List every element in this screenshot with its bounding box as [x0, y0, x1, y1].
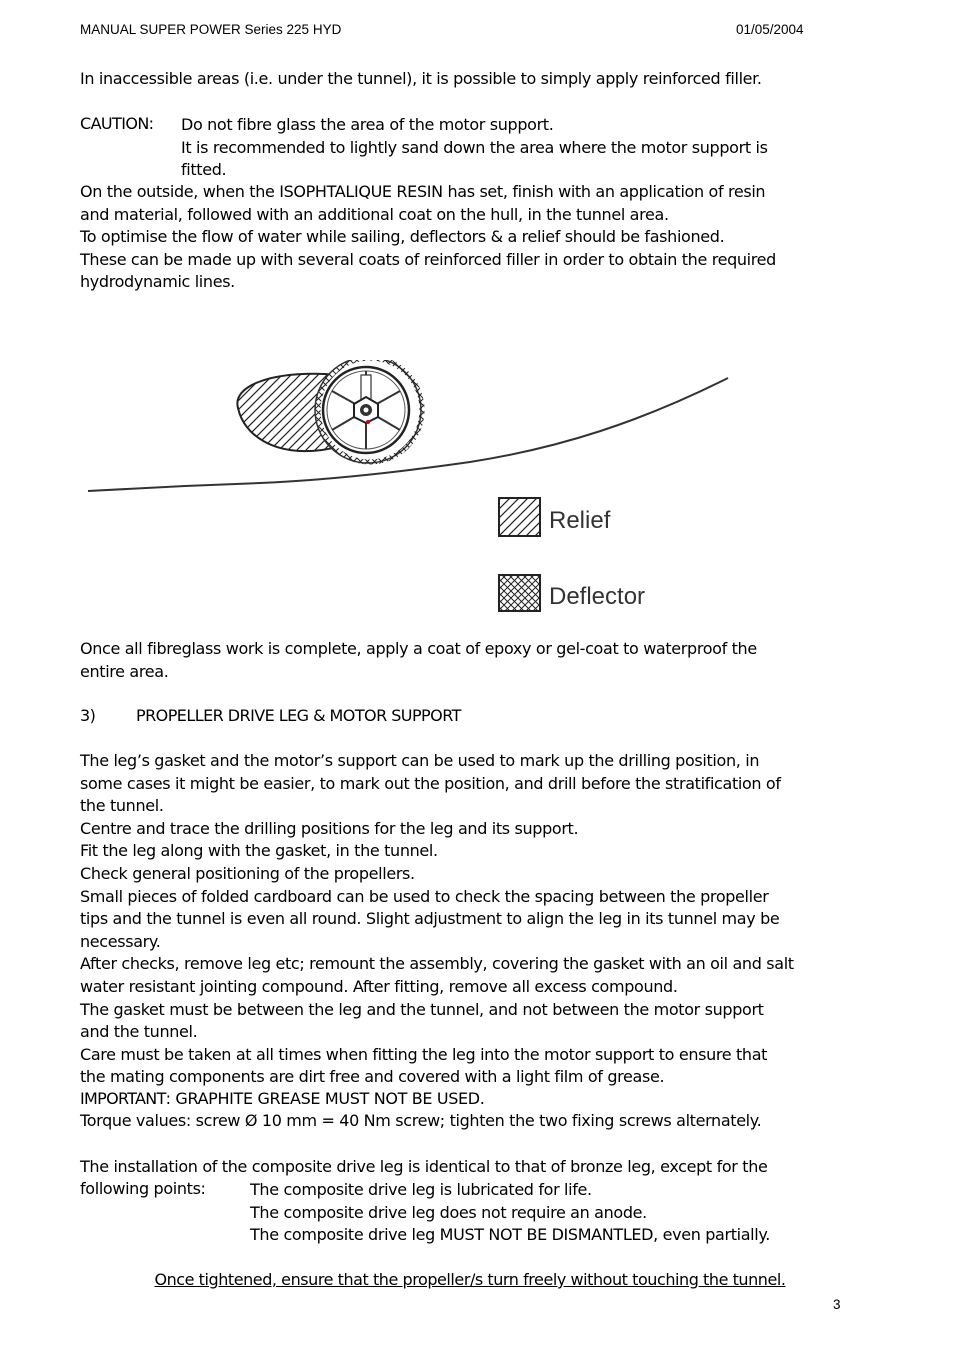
final-note: Once tightened, ensure that the propeller/s turn freely without touching the tunnel.: [154, 1270, 786, 1289]
paragraph-leg-installation: The leg’s gasket and the motor’s support can be used to mark up the drilling position, in some cases it might be easier, to mark out the position, and drill before the stratification of the tunnel. Centre and trace the drilling positions for the leg and its support. Fit the leg along with the gasket, in the tunnel. Check general positioning of the propellers. Small pieces of folded cardboard can be used to check the spacing between the propeller tips and the tunnel is even all round. Slight adjustment to align the leg in its tunnel may be necessary. After checks, remove leg etc; remount the assembly, covering the gasket with an oil and salt water resistant jointing compound. After fitting, remove all excess compound. The gasket must be between the leg and the tunnel, and not between the motor support and the tunnel. Care must be taken at all times when fitting the leg into the motor support to ensure that the mating components are dirt free and covered with a light film of grease.: [80, 751, 794, 1087]
tunnel-diagram: [0, 360, 954, 620]
relief-swatch: [499, 498, 540, 536]
caution-text: Do not fibre glass the area of the motor support. It is recommended to lightly sand down the area where the motor support is fitted.: [181, 115, 768, 180]
paragraph-intro: In inaccessible areas (i.e. under the tunnel), it is possible to simply apply reinforced filler.: [80, 69, 762, 88]
section-number: 3): [80, 706, 96, 725]
deflector-swatch: [499, 575, 540, 611]
paragraph-fibreglass: Once all fibreglass work is complete, apply a coat of epoxy or gel-coat to waterproof the entire area.: [80, 639, 757, 681]
important-label: IMPORTANT: [80, 1089, 166, 1108]
header-date: 01/05/2004: [736, 22, 804, 37]
composite-intro: The installation of the composite drive leg is identical to that of bronze leg, except for the: [80, 1157, 768, 1176]
propeller-icon: [323, 367, 409, 453]
legend-deflector-label: Deflector: [549, 583, 646, 610]
composite-label: following points:: [80, 1179, 206, 1198]
section-title: PROPELLER DRIVE LEG & MOTOR SUPPORT: [136, 706, 461, 725]
legend: [499, 498, 645, 611]
important-note: [80, 1088, 860, 1111]
torque-values: Torque values: screw Ø 10 mm = 40 Nm screw; tighten the two fixing screws alternately.: [80, 1111, 762, 1130]
caution-label: CAUTION:: [80, 114, 154, 133]
paragraph-outside: On the outside, when the ISOPHTALIQUE RESIN has set, finish with an application of resin and material, followed with an additional coat on the hull, in the tunnel area. To optimise the flow of water while sailing, deflectors & a relief should be fashioned. These can be made up with several coats of reinforced filler in order to obtain the required hydrodynamic lines.: [80, 182, 776, 292]
legend-relief-label: Relief: [549, 507, 611, 534]
page-number: 3: [833, 1297, 841, 1312]
important-text: : GRAPHITE GREASE MUST NOT BE USED.: [165, 1089, 485, 1108]
header-title: MANUAL SUPER POWER Series 225 HYD: [80, 22, 342, 37]
composite-points: The composite drive leg is lubricated for life. The composite drive leg does not require an anode. The composite drive leg MUST NOT BE DISMANTLED, even partially.: [250, 1180, 770, 1245]
